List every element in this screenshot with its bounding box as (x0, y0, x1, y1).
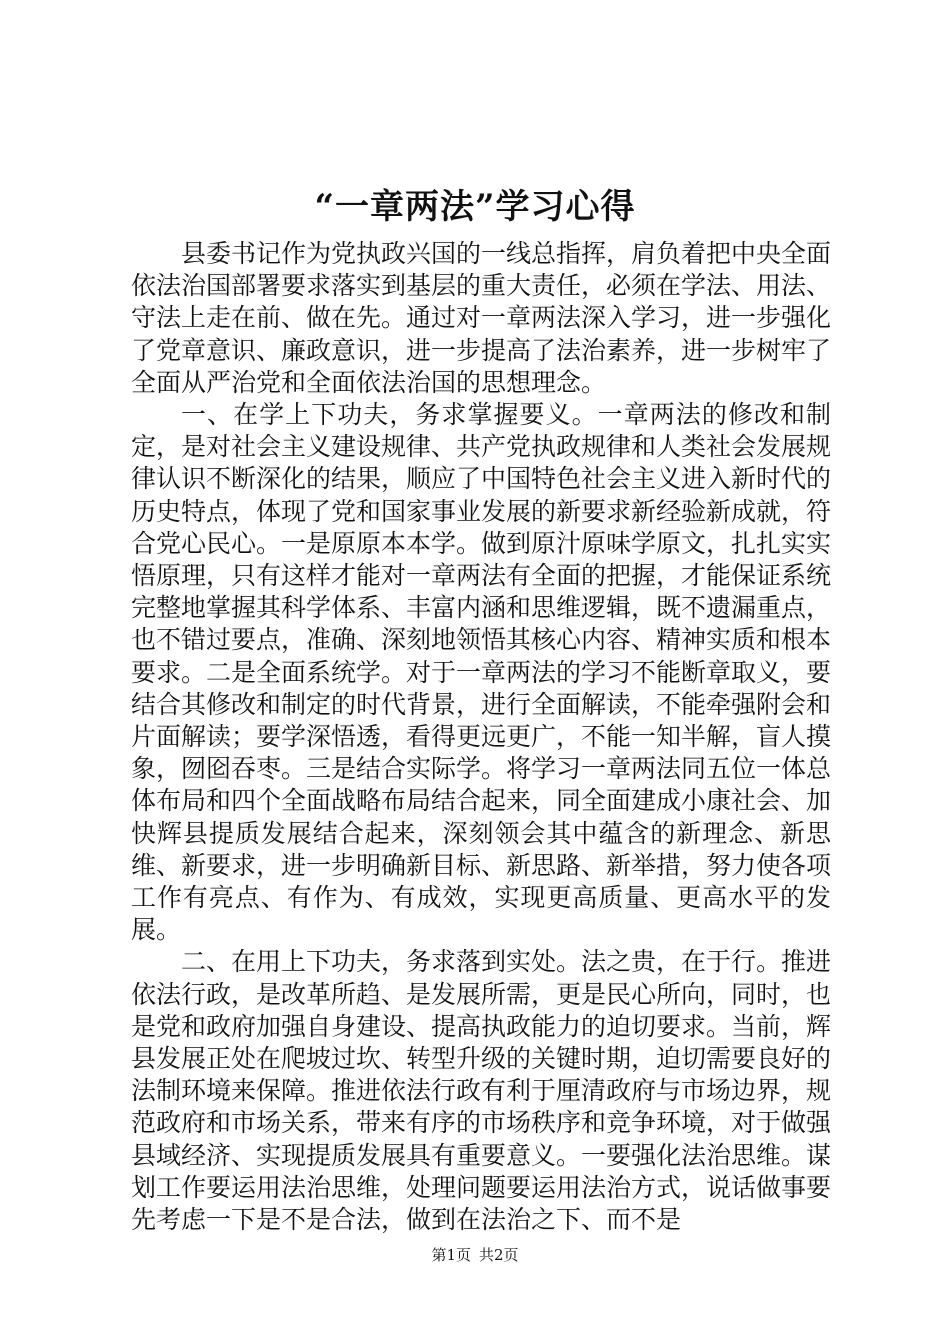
page-number: 第1页 (431, 1246, 471, 1264)
document-body (131, 238, 831, 1236)
page-total: 共2页 (479, 1246, 519, 1264)
paragraph-intro: 县委书记作为党执政兴国的一线总指挥，肩负着把中央全面依法治国部署要求落实到基层的重大责任，必须在学法、用法、守法上走在前、做在先。通过对一章两法深入学习，进一步强化了党章意识、廉政意识，进一步提高了法治素养，进一步树牢了全面从严治党和全面依法治国的思想理念。 (131, 239, 832, 397)
paragraph-section-one: 一、在学上下功夫，务求掌握要义。一章两法的修改和制定，是对社会主义建设规律、共产党执政规律和人类社会发展规律认识不断深化的结果，顺应了中国特色社会主义进入新时代的历史特点，体现了党和国家事业发展的新要求新经验新成就，符合党心民心。一是原原本本学。做到原汁原味学原文，扎扎实实悟原理，只有这样才能对一章两法有全面的把握，才能保证系统完整地掌握其科学体系、丰富内涵和思维逻辑，既不遗漏重点，也不错过要点，准确、深刻地领悟其核心内容、精神实质和根本要求。二是全面系统学。对于一章两法的学习不能断章取义，要结合其修改和制定的时代背景，进行全面解读，不能牵强附会和片面解读；要学深悟透，看得更远更广，不能一知半解，盲人摸象，囫囵吞枣。三是结合实际学。将学习一章两法同五位一体总体布局和四个全面战略布局结合起来，同全面建成小康社会、加快辉县提质发展结合起来，深刻领会其中蕴含的新理念、新思维、新要求，进一步明确新目标、新思路、新举措，努力使各项工作有亮点、有作为、有成效，实现更高质量、更高水平的发展。 (131, 400, 832, 945)
paragraph-section-two: 二、在用上下功夫，务求落到实处。法之贵，在于行。推进依法行政，是改革所趋、是发展所需，更是民心所向，同时，也是党和政府加强自身建设、提高执政能力的迫切要求。当前，辉县发展正处在爬坡过坎、转型升级的关键时期，迫切需要良好的法制环境来保障。推进依法行政有利于厘清政府与市场边界，规范政府和市场关系，带来有序的市场秩序和竞争环境，对于做强县域经济、实现提质发展具有重要意义。一要强化法治思维。谋划工作要运用法治思维，处理问题要运用法治方式，说话做事要先考虑一下是不是合法，做到在法治之下、而不是 (131, 947, 832, 1235)
page-footer (0, 1245, 950, 1265)
document-title: “一章两法”学习心得 (314, 187, 636, 227)
